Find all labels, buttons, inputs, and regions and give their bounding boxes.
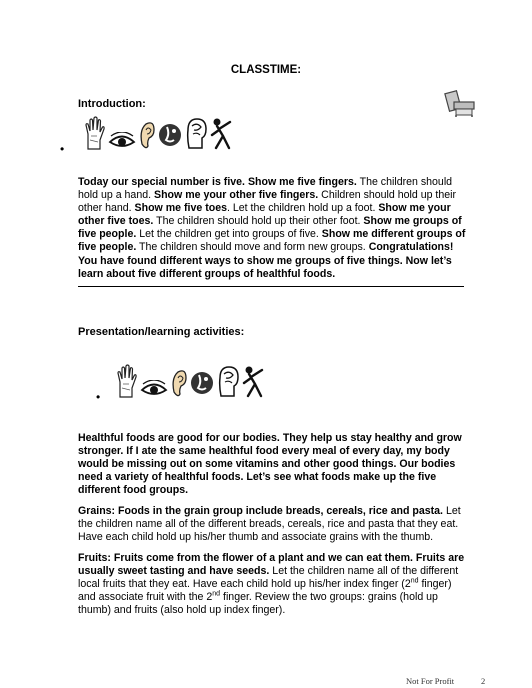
intro-text-segment: Children should hold up their other hand. xyxy=(78,189,457,215)
introduction-heading: Introduction: xyxy=(78,98,146,110)
intro-text-segment: Let the children get into groups of five. xyxy=(136,228,322,241)
body-stretch-icon xyxy=(210,116,232,150)
fruits-text-3: finger. Review the two groups: grains (hold up thumb) and fruits (also hold up index finger). xyxy=(78,591,438,617)
introduction-paragraph xyxy=(78,176,466,281)
intro-text-segment: Show me different groups of five people. xyxy=(78,228,466,254)
intro-text-segment: Today our special number is five. Show me five fingers. xyxy=(78,176,357,188)
eye-icon xyxy=(140,380,168,398)
page-number: 2 xyxy=(481,676,486,686)
chair-clipart-icon xyxy=(444,90,478,123)
footer-note: Not For Profit xyxy=(406,676,455,686)
bullet: • xyxy=(96,390,101,404)
fruits-paragraph xyxy=(78,552,466,617)
grains-lead: Grains: Foods in the grain group include breads, cereals, rice and pasta. xyxy=(78,505,443,517)
intro-text-segment: The children should move and form new groups. xyxy=(136,241,369,254)
ordinal-suffix: nd xyxy=(410,577,419,585)
ordinal-suffix: nd xyxy=(212,590,221,598)
presentation-heading: Presentation/learning activities: xyxy=(78,326,245,338)
senses-icon-row xyxy=(84,116,232,150)
eye-icon xyxy=(108,132,136,150)
intro-text-segment: . Let the children hold up a foot. xyxy=(226,202,379,215)
healthful-foods-paragraph xyxy=(78,432,466,497)
nose-icon xyxy=(158,120,182,150)
intro-text-segment: The children should hold up a hand. xyxy=(78,176,453,202)
page-title: CLASSTIME: xyxy=(230,64,302,76)
intro-text-segment: Show me five toes xyxy=(134,202,227,215)
intro-text-segment: The children should hold up their other foot. xyxy=(153,215,364,228)
fruits-text-1: Let the children name all of the different local fruits that they eat. Have each child hold up his/her index finger (2 xyxy=(78,565,459,591)
fruits-lead: Fruits: Fruits come from the flower of a plant and we can eat them. Fruits are usually sweet tasting and have seeds. xyxy=(78,552,465,578)
ear-icon xyxy=(138,120,156,150)
head-icon xyxy=(216,364,240,398)
intro-text-segment: Show me groups of five people. xyxy=(78,215,462,241)
ear-icon xyxy=(170,368,188,398)
nose-icon xyxy=(190,368,214,398)
grains-paragraph xyxy=(78,505,466,544)
hand-icon xyxy=(116,364,138,398)
head-icon xyxy=(184,116,208,150)
section-divider xyxy=(78,286,464,287)
body-stretch-icon xyxy=(242,364,264,398)
senses-icon-row xyxy=(116,364,264,398)
fruits-text-2: finger) and associate fruit with the 2 xyxy=(78,578,452,604)
intro-text-segment: Show me your other five fingers. xyxy=(154,189,319,202)
hand-icon xyxy=(84,116,106,150)
bullet: • xyxy=(60,142,65,156)
intro-text-segment: Show me your other five toes. xyxy=(78,202,451,228)
intro-text-segment: Congratulations! You have found different ways to show me groups of five things. Now let’s learn about five different groups of healthful foods. xyxy=(78,241,454,280)
grains-text: Let the children name all of the different breads, cereals, rice and pasta that they eat. Have each child hold up his/her thumb and associate grains with the thumb. xyxy=(78,505,461,544)
healthful-foods-text: Healthful foods are good for our bodies. They help us stay healthy and grow stronger. If I ate the same healthful food every meal of every day, my body would be missing out on some vitamins and other good things. Our bodies need a variety of healthful foods. Let’s see what foods make up the five different food groups. xyxy=(78,432,462,497)
